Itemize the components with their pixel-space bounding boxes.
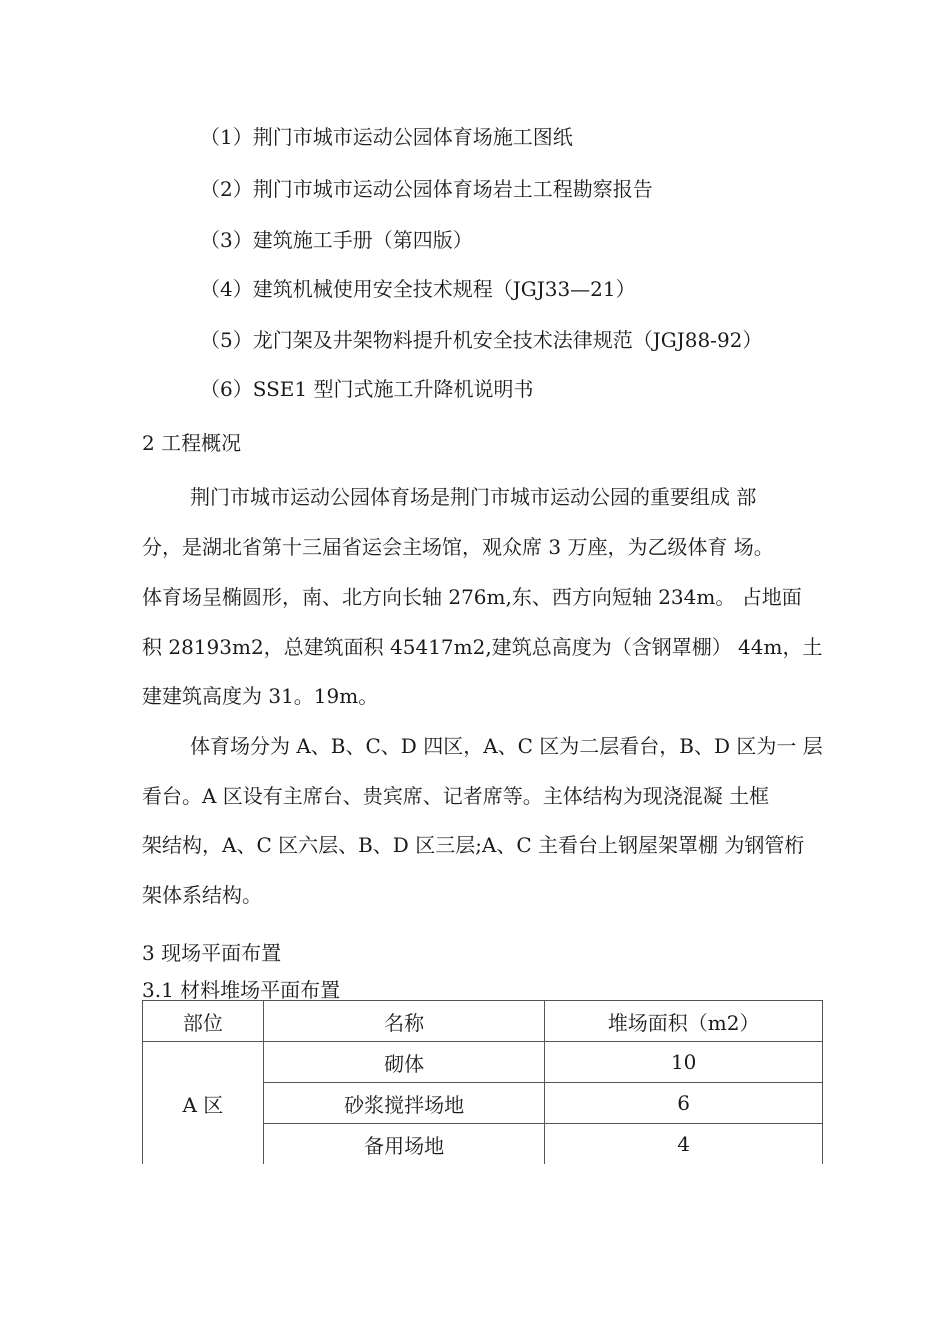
table-header-row [143, 1001, 823, 1042]
table-header-cell: 堆场面积（m2） [545, 1001, 823, 1042]
paragraph-line: 分，是湖北省第十三届省运会主场馆，观众席 3 万座，为乙级体育 场。 [142, 535, 774, 559]
table-group-cell: A 区 [143, 1042, 264, 1165]
paragraph-line: 建建筑高度为 31。19m。 [142, 684, 379, 708]
section-heading: 2 工程概况 [142, 431, 242, 455]
paragraph-line: 积 28193m2，总建筑面积 45417m2,建筑总高度为（含钢罩棚） 44m，土 [142, 635, 823, 659]
section-heading: 3 现场平面布置 [142, 941, 282, 965]
paragraph-line: 体育场呈椭圆形，南、北方向长轴 276m,东、西方向短轴 234m。 占地面 [142, 585, 802, 609]
table-cell-area: 10 [545, 1042, 823, 1083]
reference-item: （1）荆门市城市运动公园体育场施工图纸 [200, 125, 573, 149]
table-cell-name: 砂浆搅拌场地 [263, 1083, 545, 1124]
paragraph-line: 体育场分为 A、B、C、D 四区，A、C 区为二层看台，B、D 区为一 层 [190, 734, 823, 758]
table-cell-name: 砌体 [263, 1042, 545, 1083]
reference-item: （5）龙门架及井架物料提升机安全技术法律规范（JGJ88-92） [200, 328, 763, 352]
table-header-cell: 部位 [143, 1001, 264, 1042]
reference-item: （2）荆门市城市运动公园体育场岩土工程勘察报告 [200, 177, 653, 201]
reference-item: （6）SSE1 型门式施工升降机说明书 [200, 377, 534, 401]
subsection-heading: 3.1 材料堆场平面布置 [142, 978, 341, 1002]
reference-item: （4）建筑机械使用安全技术规程（JGJ33—21） [200, 277, 636, 301]
paragraph-line: 看台。A 区设有主席台、贵宾席、记者席等。主体结构为现浇混凝 土框 [142, 784, 770, 808]
material-yard-table [142, 1000, 823, 1164]
table-row [143, 1042, 823, 1083]
table-cell-name: 备用场地 [263, 1124, 545, 1165]
paragraph-line: 荆门市城市运动公园体育场是荆门市城市运动公园的重要组成 部 [190, 485, 757, 509]
paragraph-line: 架体系结构。 [142, 883, 262, 907]
table-header-cell: 名称 [263, 1001, 545, 1042]
reference-item: （3）建筑施工手册（第四版） [200, 228, 473, 252]
paragraph-line: 架结构，A、C 区六层、B、D 区三层;A、C 主看台上钢屋架罩棚 为钢管桁 [142, 833, 805, 857]
table-cell-area: 6 [545, 1083, 823, 1124]
table-cell-area: 4 [545, 1124, 823, 1165]
